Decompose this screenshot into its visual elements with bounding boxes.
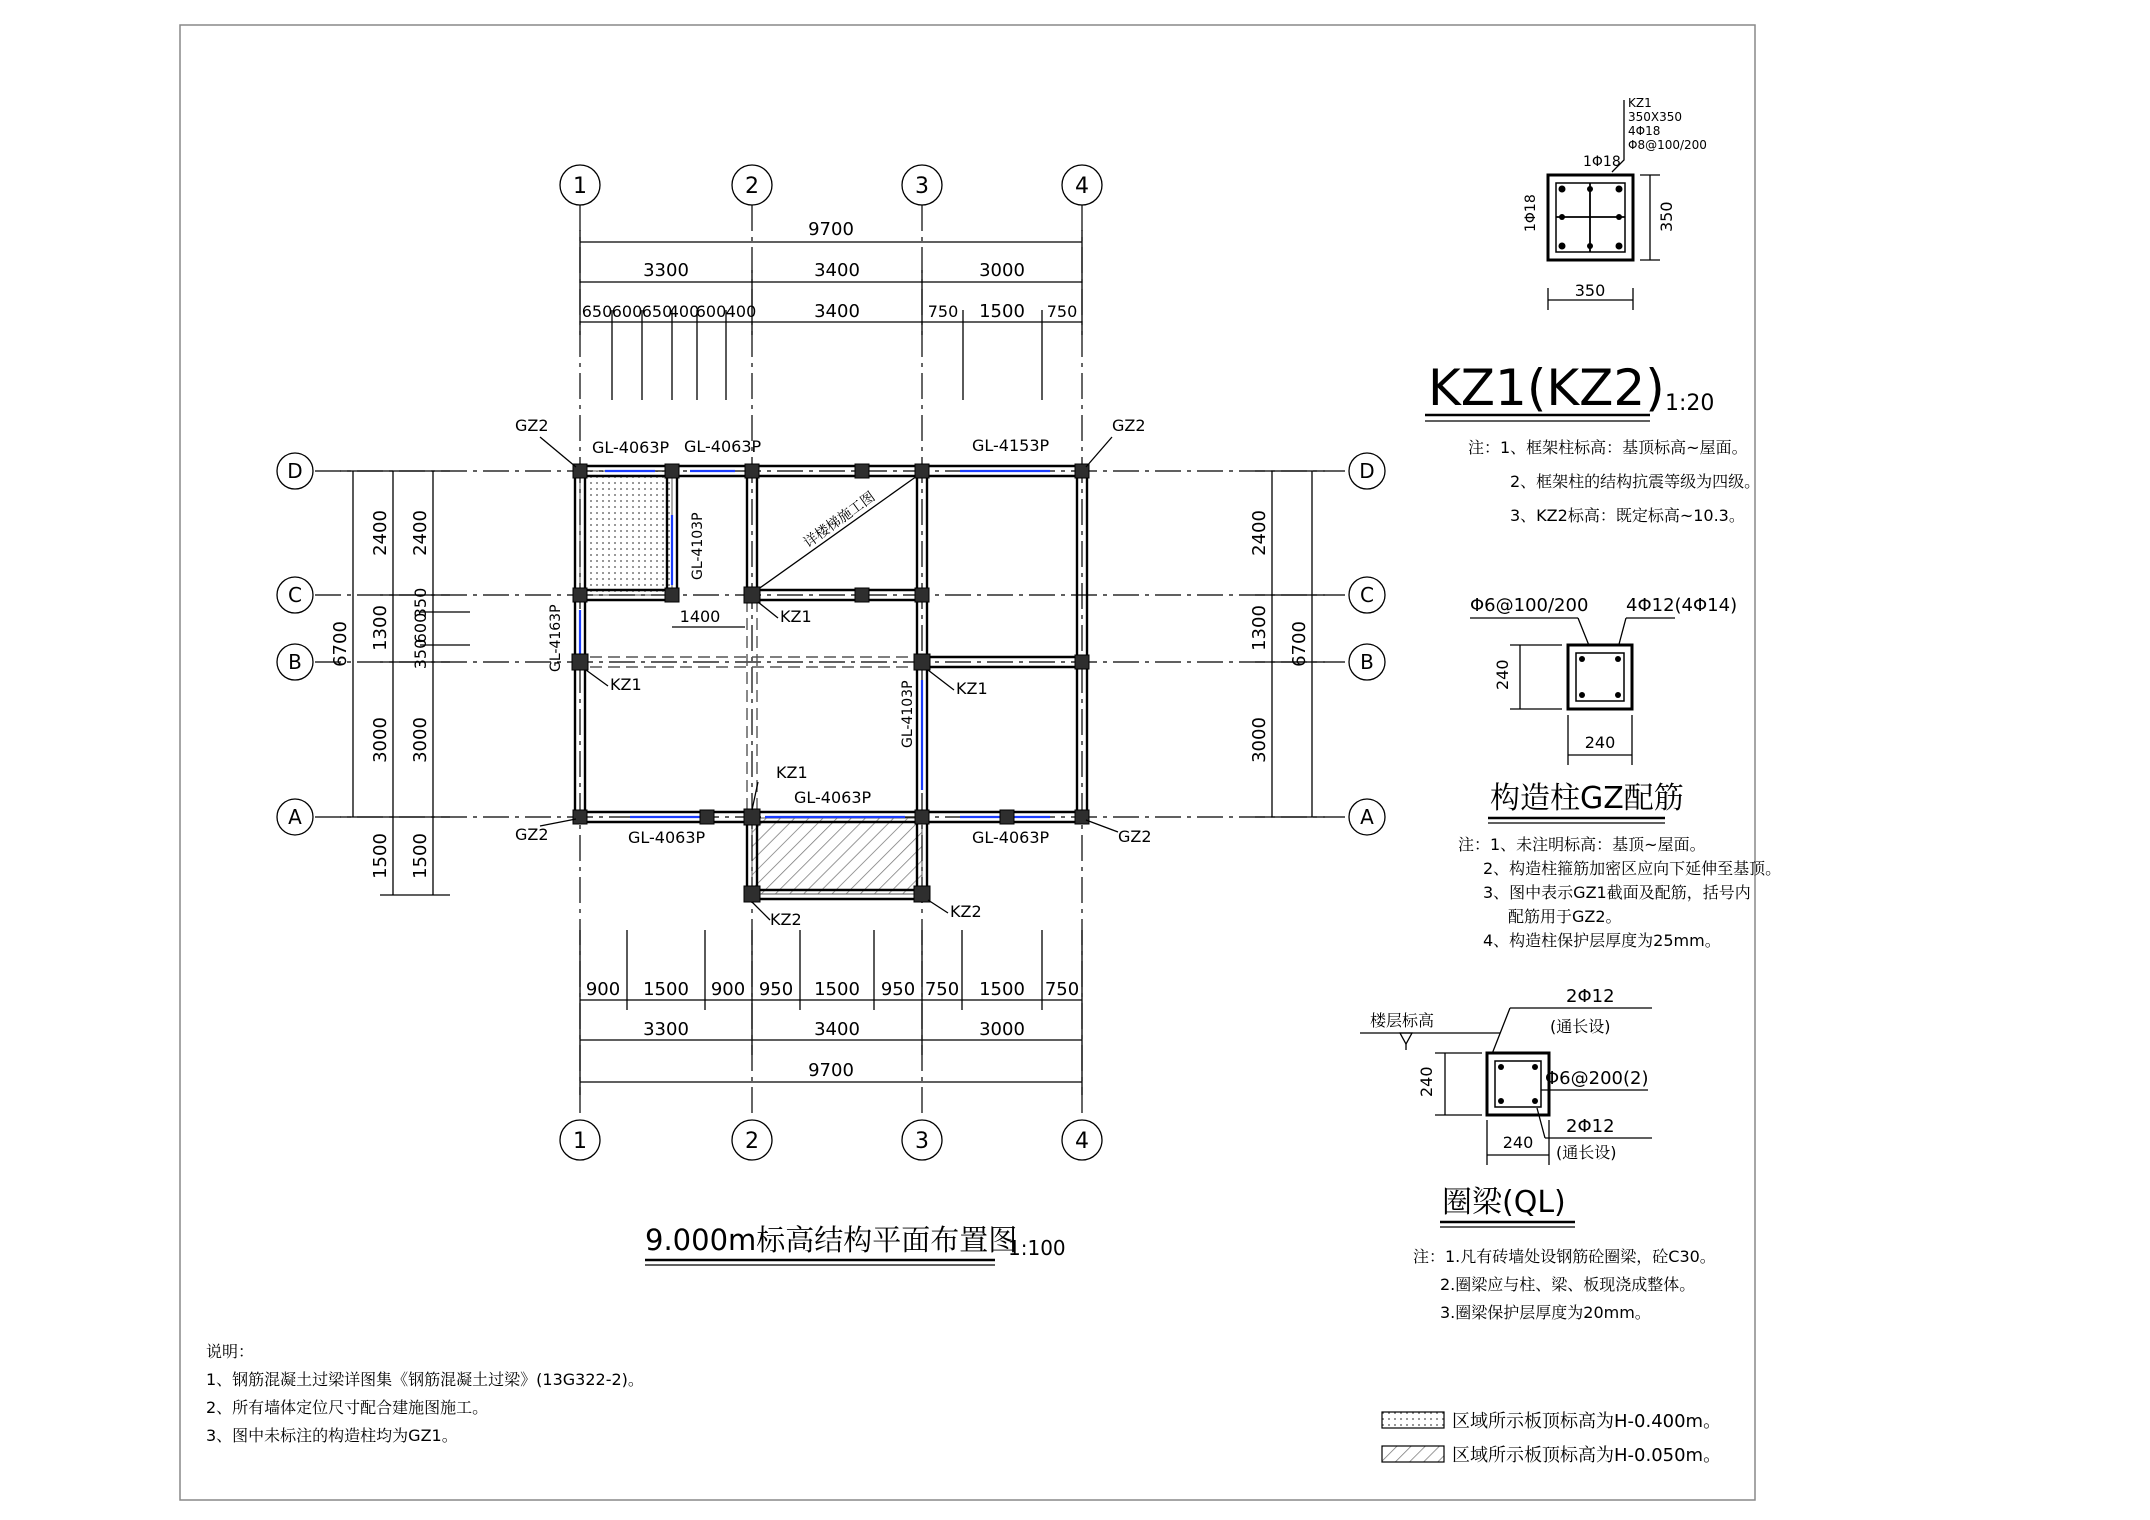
- ql-bottom-note: (通长设): [1556, 1143, 1617, 1162]
- column-kz1-b1: [572, 654, 588, 670]
- recessed-slab-area: [580, 471, 672, 595]
- ql-top-bars: 2Φ12: [1566, 986, 1615, 1007]
- label-gz2-d4: GZ2: [1112, 416, 1146, 435]
- dim-left-outer-1: 2400: [370, 510, 391, 556]
- dim-bottom-detail-5: 1500: [814, 979, 860, 1000]
- kz1-scale: 1:20: [1665, 391, 1715, 416]
- kz1-dim-w: 350: [1574, 281, 1606, 300]
- column-b4: [1075, 655, 1089, 669]
- axis-label-right-B: B: [1360, 650, 1374, 674]
- gz-note-1: 注：1、未注明标高：基顶~屋面。: [1458, 835, 1706, 854]
- dim-top-total: 9700: [808, 219, 854, 240]
- axis-label-top-2: 2: [745, 174, 759, 199]
- axis-label-left-D: D: [287, 459, 303, 483]
- legend-dots-text: 区域所示板顶标高为H-0.400m。: [1452, 1411, 1722, 1432]
- column-a-mid1: [700, 810, 714, 824]
- label-gz2-a4: GZ2: [1118, 827, 1152, 846]
- dim-right-2: 1300: [1249, 605, 1270, 651]
- column-d-mid2: [855, 464, 869, 478]
- gz-stirrup: Φ6@100/200: [1470, 595, 1589, 616]
- gz-detail: [1458, 595, 1781, 950]
- dim-left-inner-6: 1500: [410, 833, 431, 879]
- column-d3: [915, 464, 929, 478]
- dim-left-outer-4: 1500: [370, 833, 391, 879]
- label-gl-a-3: GL-4063P: [972, 828, 1050, 847]
- gz-note-3: 3、图中表示GZ1截面及配筋，括号内: [1483, 883, 1751, 902]
- label-kz1-c2: KZ1: [780, 607, 812, 626]
- axis-label-bottom-3: 3: [915, 1129, 929, 1154]
- dim-bottom-detail-3: 900: [710, 979, 746, 1000]
- label-gl-d-2: GL-4063P: [684, 437, 762, 456]
- axis-label-bottom-4: 4: [1075, 1129, 1089, 1154]
- column-kz1-c2: [744, 587, 760, 603]
- dim-left-total: 6700: [330, 621, 351, 667]
- legend-hatch-text: 区域所示板顶标高为H-0.050m。: [1452, 1445, 1722, 1466]
- kz1-detail: [1425, 96, 1760, 525]
- axis-label-left-A: A: [288, 805, 302, 829]
- ql-detail: [1360, 986, 1716, 1322]
- notes-item-1: 1、钢筋混凝土过梁详图集《钢筋混凝土过梁》(13G322-2)。: [206, 1370, 644, 1389]
- dim-left-inner-5: 3000: [410, 717, 431, 763]
- column-c-mid2: [855, 588, 869, 602]
- label-gl-vert-2: GL-4163P: [548, 604, 564, 672]
- notes-heading: 说明：: [206, 1342, 255, 1361]
- dim-right-3: 3000: [1249, 717, 1270, 763]
- gz-dim-w: 240: [1584, 733, 1616, 752]
- dim-bottom-detail-7: 750: [924, 979, 960, 1000]
- gz-note-4: 配筋用于GZ2。: [1508, 907, 1622, 926]
- plan-title-text: 9.000m标高结构平面布置图: [645, 1223, 1018, 1257]
- column-kz2-right: [914, 886, 930, 902]
- column-d2: [745, 464, 759, 478]
- kz1-side-bar: 1Φ18: [1523, 194, 1539, 232]
- gz-note-5: 4、构造柱保护层厚度为25mm。: [1483, 931, 1721, 950]
- axis-bubbles-top: [560, 165, 1102, 205]
- dim-bottom-detail-9: 750: [1044, 979, 1080, 1000]
- dimensions-right: [1249, 471, 1325, 817]
- gz-dim-h: 240: [1493, 659, 1512, 690]
- dim-bottom-span-1: 3300: [643, 1019, 689, 1040]
- ql-dim-h: 240: [1417, 1066, 1436, 1097]
- label-kz2-right: KZ2: [950, 902, 982, 921]
- axis-label-top-1: 1: [573, 174, 587, 199]
- column-kz2-left: [744, 886, 760, 902]
- column-d-mid1: [665, 464, 679, 478]
- dim-top-detail-3: 650: [641, 302, 673, 321]
- dim-top-detail-2: 600: [611, 302, 643, 321]
- dim-bottom-detail-6: 950: [880, 979, 916, 1000]
- dim-left-inner-3: 600: [411, 612, 430, 644]
- kz1-note-3: 3、KZ2标高：既定标高~10.3。: [1510, 506, 1745, 525]
- column-c3: [915, 588, 929, 602]
- dimensions-left: [330, 471, 470, 895]
- label-gz2-a1: GZ2: [515, 825, 549, 844]
- dim-left-inner-2: 350: [411, 587, 430, 619]
- notes-item-2: 2、所有墙体定位尺寸配合建施图施工。: [206, 1398, 489, 1417]
- dim-bottom-total: 9700: [808, 1060, 854, 1081]
- kz1-note-1: 注：1、框架柱标高：基顶标高~屋面。: [1468, 438, 1748, 457]
- kz1-spec-2: 350X350: [1628, 110, 1683, 124]
- dim-top-detail-10: 750: [1046, 302, 1078, 321]
- gz-section: [1568, 645, 1632, 709]
- ql-dim-w: 240: [1502, 1133, 1534, 1152]
- column-kz1-b3: [914, 654, 930, 670]
- dim-left-outer-3: 3000: [370, 717, 391, 763]
- dim-left-inner-1: 2400: [410, 510, 431, 556]
- label-kz1-b1: KZ1: [610, 675, 642, 694]
- plan-title: [645, 1223, 1066, 1265]
- axis-bubbles-bottom: [560, 1120, 1102, 1160]
- label-kz1-a2: KZ1: [776, 763, 808, 782]
- dim-top-detail-6: 400: [725, 302, 757, 321]
- kz1-title: KZ1(KZ2): [1428, 359, 1665, 417]
- ql-note-1: 注：1.凡有砖墙处设钢筋砼圈梁，砼C30。: [1413, 1247, 1716, 1266]
- ql-bottom-bars: 2Φ12: [1566, 1116, 1615, 1137]
- ql-stirrup: Φ6@200(2): [1545, 1068, 1649, 1089]
- dim-top-detail-9: 1500: [979, 301, 1025, 322]
- dim-top-detail-5: 600: [695, 302, 727, 321]
- kz1-spec-3: 4Φ18: [1628, 124, 1661, 138]
- label-kz2-left: KZ2: [770, 910, 802, 929]
- dim-left-inner-4: 350: [411, 638, 430, 670]
- axis-label-top-3: 3: [915, 174, 929, 199]
- dim-bottom-detail-2: 1500: [643, 979, 689, 1000]
- dim-top-detail-7: 3400: [814, 301, 860, 322]
- axis-label-right-A: A: [1360, 805, 1374, 829]
- legend-hatch-swatch: [1382, 1446, 1444, 1462]
- dim-right-1: 2400: [1249, 510, 1270, 556]
- axis-label-left-C: C: [288, 583, 302, 607]
- label-gl-vert-3: GL-4103P: [900, 680, 916, 748]
- general-notes: [206, 1342, 644, 1445]
- kz1-note-2: 2、框架柱的结构抗震等级为四级。: [1510, 472, 1761, 491]
- ql-note-3: 3.圈梁保护层厚度为20mm。: [1440, 1303, 1651, 1322]
- column-c1: [573, 588, 587, 602]
- dimensions-top: [580, 219, 1082, 400]
- gz-title: 构造柱GZ配筋: [1490, 781, 1684, 816]
- dim-top-detail-1: 650: [581, 302, 613, 321]
- hatched-slab-area: [752, 818, 922, 894]
- kz1-spec-4: Φ8@100/200: [1628, 138, 1707, 152]
- dim-left-outer-2: 1300: [370, 605, 391, 651]
- label-dim-1400: 1400: [679, 607, 721, 626]
- legend: [1382, 1411, 1721, 1466]
- dim-top-span-2: 3400: [814, 260, 860, 281]
- kz1-spec-1: KZ1: [1628, 96, 1652, 110]
- dimensions-bottom: [580, 930, 1082, 1095]
- structural-plan: [277, 165, 1385, 1265]
- label-gl-vert-1: GL-4103P: [690, 512, 706, 580]
- dim-top-detail-4: 400: [668, 302, 700, 321]
- axis-label-bottom-2: 2: [745, 1129, 759, 1154]
- label-stair-note: 详楼梯施工图: [800, 488, 879, 552]
- ql-title: 圈梁(QL): [1442, 1185, 1566, 1220]
- axis-bubbles-left: [277, 453, 313, 835]
- plan-scale: 1:100: [1008, 1236, 1066, 1260]
- dim-bottom-span-2: 3400: [814, 1019, 860, 1040]
- notes-item-3: 3、图中未标注的构造柱均为GZ1。: [206, 1426, 458, 1445]
- dim-bottom-detail-4: 950: [758, 979, 794, 1000]
- gz-note-2: 2、构造柱箍筋加密区应向下延伸至基顶。: [1483, 859, 1782, 878]
- label-gl-d-1: GL-4063P: [592, 438, 670, 457]
- column-a3: [915, 810, 929, 824]
- axis-label-bottom-1: 1: [573, 1129, 587, 1154]
- label-kz1-b3: KZ1: [956, 679, 988, 698]
- label-gz2-d1: GZ2: [515, 416, 549, 435]
- column-a-mid2: [1000, 810, 1014, 824]
- label-gl-d-3: GL-4153P: [972, 436, 1050, 455]
- dim-right-total: 6700: [1289, 621, 1310, 667]
- column-gz2-a4: [1075, 810, 1089, 824]
- column-gz2-a1: [573, 810, 587, 824]
- label-gl-a-1: GL-4063P: [628, 828, 706, 847]
- ql-note-2: 2.圈梁应与柱、梁、板现浇成整体。: [1440, 1275, 1696, 1294]
- dim-bottom-span-3: 3000: [979, 1019, 1025, 1040]
- dim-top-span-3: 3000: [979, 260, 1025, 281]
- gz-bars: 4Φ12(4Φ14): [1626, 595, 1738, 616]
- axis-label-top-4: 4: [1075, 174, 1089, 199]
- label-gl-a-2: GL-4063P: [794, 788, 872, 807]
- dim-top-span-1: 3300: [643, 260, 689, 281]
- column-c-mid1: [665, 588, 679, 602]
- ql-level-label: 楼层标高: [1370, 1011, 1435, 1030]
- dim-top-detail-8: 750: [927, 302, 959, 321]
- axis-label-right-D: D: [1359, 459, 1375, 483]
- kz1-dim-h: 350: [1657, 201, 1676, 232]
- dim-bottom-detail-8: 1500: [979, 979, 1025, 1000]
- axis-bubbles-right: [1349, 453, 1385, 835]
- column-kz1-a2: [744, 809, 760, 825]
- axis-label-right-C: C: [1360, 583, 1374, 607]
- dim-bottom-detail-1: 900: [585, 979, 621, 1000]
- ql-section: [1487, 1053, 1549, 1115]
- ql-top-note: (通长设): [1550, 1017, 1611, 1036]
- legend-dots-swatch: [1382, 1412, 1444, 1428]
- axis-label-left-B: B: [288, 650, 302, 674]
- kz1-top-bar: 1Φ18: [1583, 154, 1621, 170]
